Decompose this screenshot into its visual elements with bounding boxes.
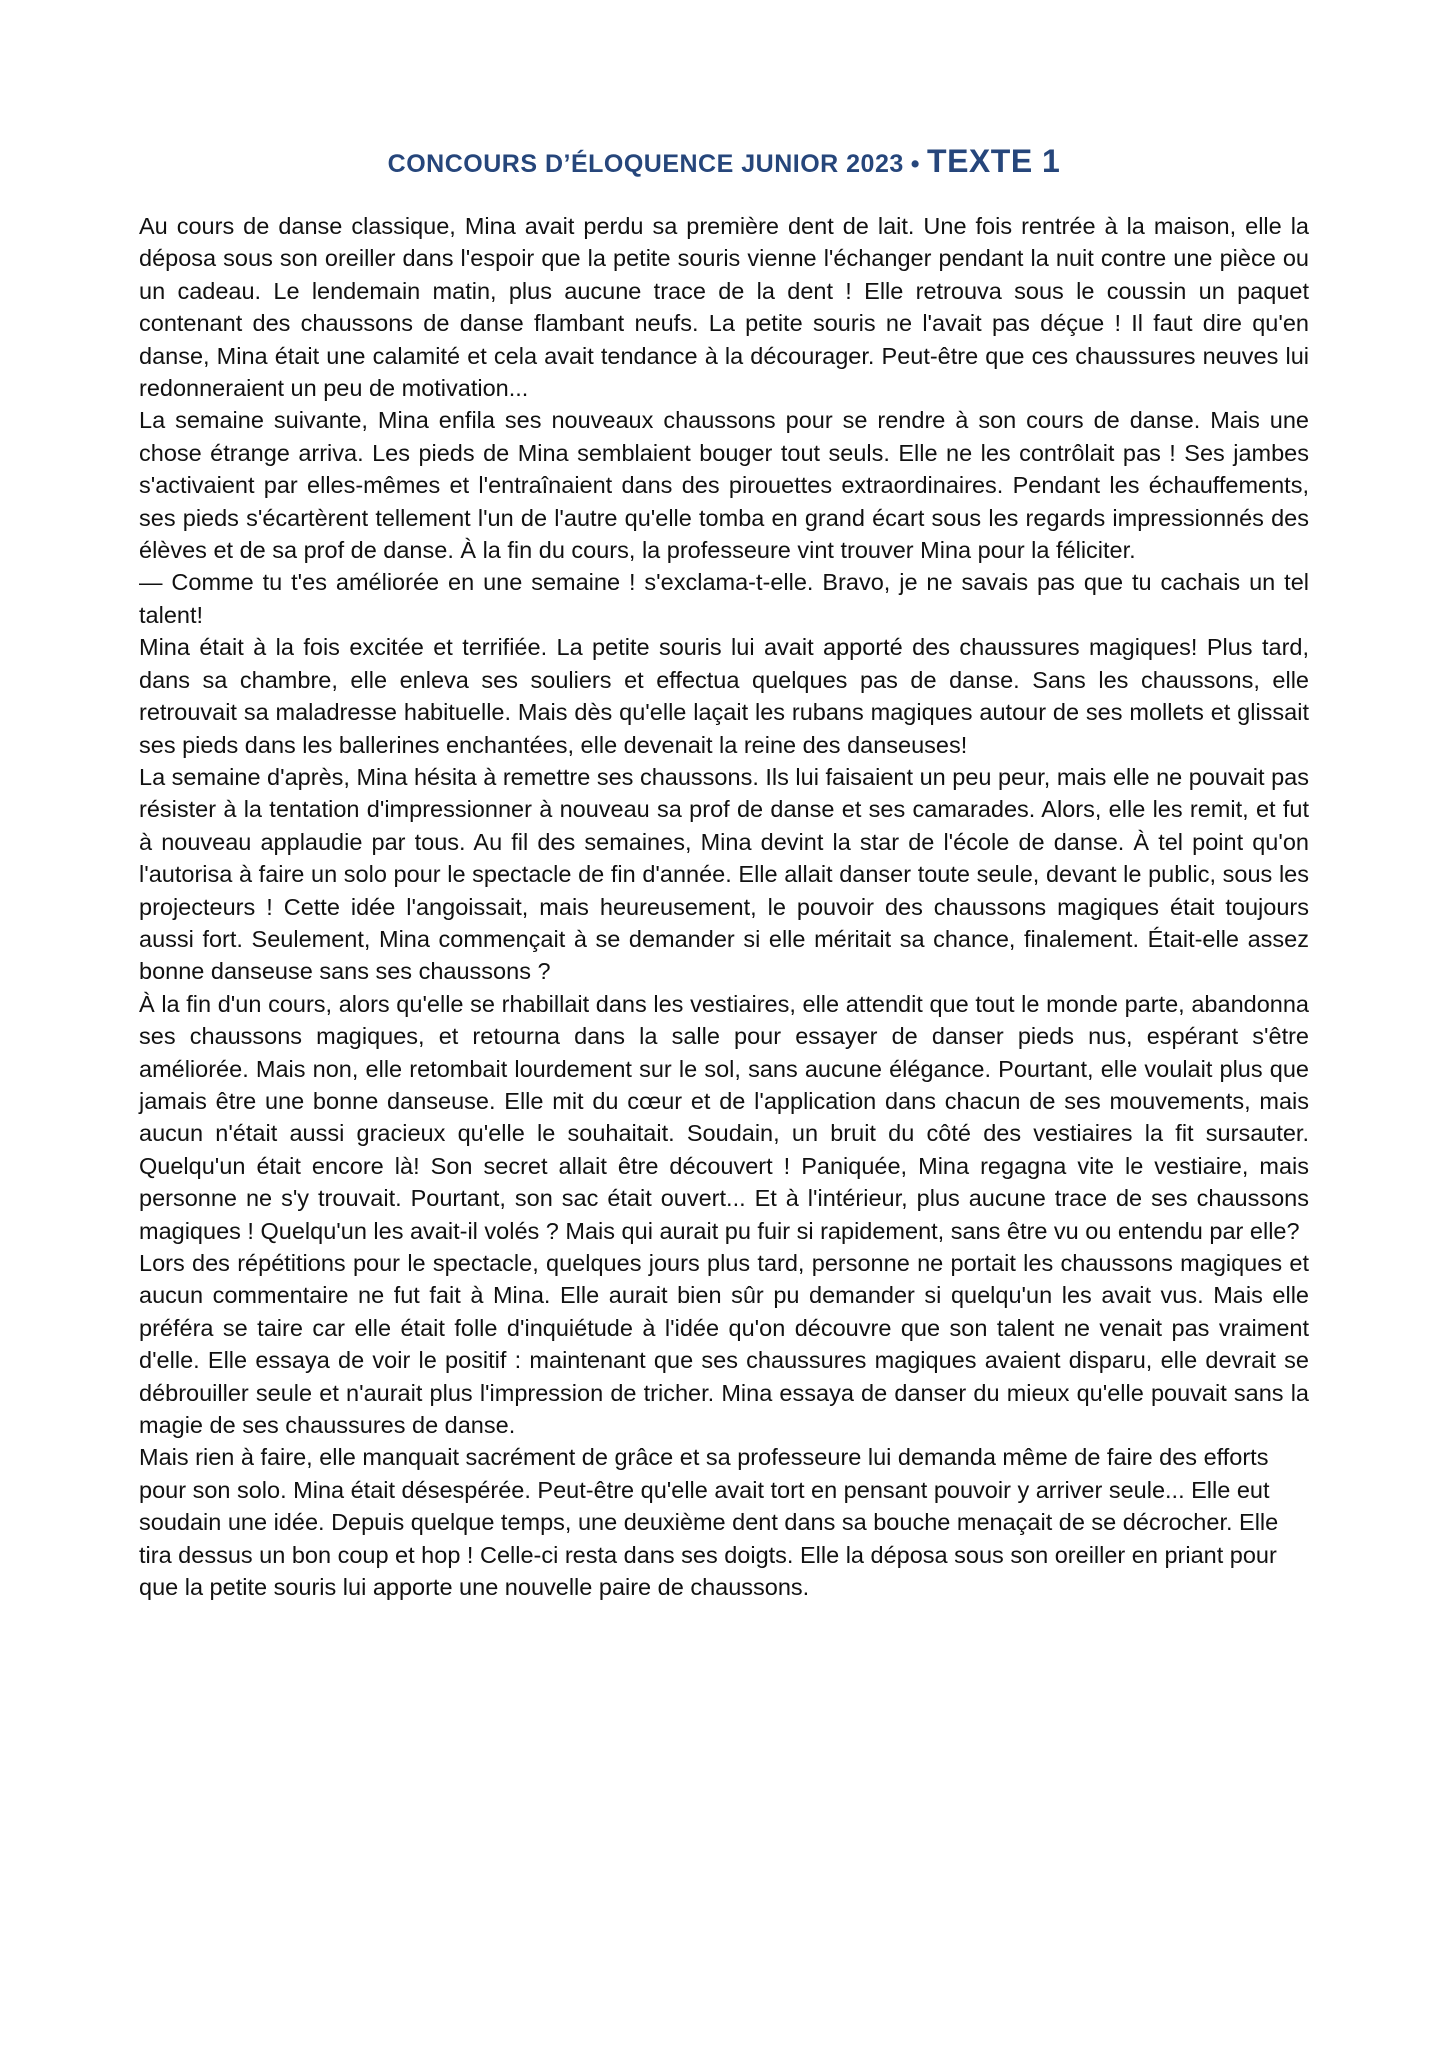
paragraph: À la fin d'un cours, alors qu'elle se rhabillait dans les vestiaires, elle attendit que tout le monde parte, abandonna ses chaussons magiques, et retourna dans la salle pour essayer de danser pieds nus, espérant s'être améliorée. Mais non, elle retombait lourdement sur le sol, sans aucune élégance. Pourtant, elle voulait plus que jamais être une bonne danseuse. Elle mit du cœur et de l'application dans chacun de ses mouvements, mais aucun n'était aussi gracieux qu'elle le souhaitait. Soudain, un bruit du côté des vestiaires la fit sursauter. Quelqu'un était encore là! Son secret allait être découvert ! Paniquée, Mina regagna vite le vestiaire, mais personne ne s'y trouvait. Pourtant, son sac était ouvert... Et à l'intérieur, plus aucune trace de ses chaussons magiques ! Quelqu'un les avait-il volés ? Mais qui aurait pu fuir si rapidement, sans être vu ou entendu par elle? [139, 990, 1309, 1244]
page-title [0, 143, 1448, 180]
story-text [139, 210, 1309, 1603]
title-main: CONCOURS D’ÉLOQUENCE JUNIOR 2023 [387, 150, 904, 178]
paragraph: Mina était à la fois excitée et terrifiée. La petite souris lui avait apporté des chaussures magiques! Plus tard, dans sa chambre, elle enleva ses souliers et effectua quelques pas de danse. Sans les chaussons, elle retrouvait sa maladresse habituelle. Mais dès qu'elle laçait les rubans magiques autour de ses mollets et glissait ses pieds dans les ballerines enchantées, elle devenait la reine des danseuses! [139, 634, 1309, 758]
title-number: TEXTE 1 [927, 143, 1061, 179]
paragraph: La semaine d'après, Mina hésita à remettre ses chaussons. Ils lui faisaient un peu peur, mais elle ne pouvait pas résister à la tentation d'impressionner à nouveau sa prof de danse et ses camarades. Alors, elle les remit, et fut à nouveau applaudie par tous. Au fil des semaines, Mina devint la star de l'école de danse. À tel point qu'on l'autorisa à faire un solo pour le spectacle de fin d'année. Elle allait danser toute seule, devant le public, sous les projecteurs ! Cette idée l'angoissait, mais heureusement, le pouvoir des chaussons magiques était toujours aussi fort. Seulement, Mina commençait à se demander si elle méritait sa chance, finalement. Était-elle assez bonne danseuse sans ses chaussons ? [139, 763, 1309, 985]
title-separator: • [910, 150, 921, 178]
paragraph: — Comme tu t'es améliorée en une semaine ! s'exclama-t-elle. Bravo, je ne savais pas que tu cachais un tel talent! [139, 569, 1309, 628]
paragraph: La semaine suivante, Mina enfila ses nouveaux chaussons pour se rendre à son cours de danse. Mais une chose étrange arriva. Les pieds de Mina semblaient bouger tout seuls. Elle ne les contrôlait pas ! Ses jambes s'activaient par elles-mêmes et l'entraînaient dans des pirouettes extraordinaires. Pendant les échauffements, ses pieds s'écartèrent tellement l'un de l'autre qu'elle tomba en grand écart sous les regards impressionnés des élèves et de sa prof de danse. À la fin du cours, la professeure vint trouver Mina pour la féliciter. [139, 407, 1309, 564]
paragraph: Au cours de danse classique, Mina avait perdu sa première dent de lait. Une fois rentrée à la maison, elle la déposa sous son oreiller dans l'espoir que la petite souris vienne l'échanger pendant la nuit contre une pièce ou un cadeau. Le lendemain matin, plus aucune trace de la dent ! Elle retrouva sous le coussin un paquet contenant des chaussons de danse flambant neufs. La petite souris ne l'avait pas déçue ! Il faut dire qu'en danse, Mina était une calamité et cela avait tendance à la décourager. Peut-être que ces chaussures neuves lui redonneraient un peu de motivation... [139, 213, 1309, 402]
paragraph: Lors des répétitions pour le spectacle, quelques jours plus tard, personne ne portait les chaussons magiques et aucun commentaire ne fut fait à Mina. Elle aurait bien sûr pu demander si quelqu'un les avait vus. Mais elle préféra se taire car elle était folle d'inquiétude à l'idée qu'on découvre que son talent ne venait pas vraiment d'elle. Elle essaya de voir le positif : maintenant que ses chaussures magiques avaient disparu, elle devrait se débrouiller seule et n'aurait plus l'impression de tricher. Mina essaya de danser du mieux qu'elle pouvait sans la magie de ses chaussures de danse. [139, 1250, 1309, 1439]
paragraph: Mais rien à faire, elle manquait sacrément de grâce et sa professeure lui demanda même de faire des efforts pour son solo. Mina était désespérée. Peut-être qu'elle avait tort en pensant pouvoir y arriver seule... Elle eut soudain une idée. Depuis quelque temps, une deuxième dent dans sa bouche menaçait de se décrocher. Elle tira dessus un bon coup et hop ! Celle-ci resta dans ses doigts. Elle la déposa sous son oreiller en priant pour que la petite souris lui apporte une nouvelle paire de chaussons. [139, 1444, 1279, 1601]
